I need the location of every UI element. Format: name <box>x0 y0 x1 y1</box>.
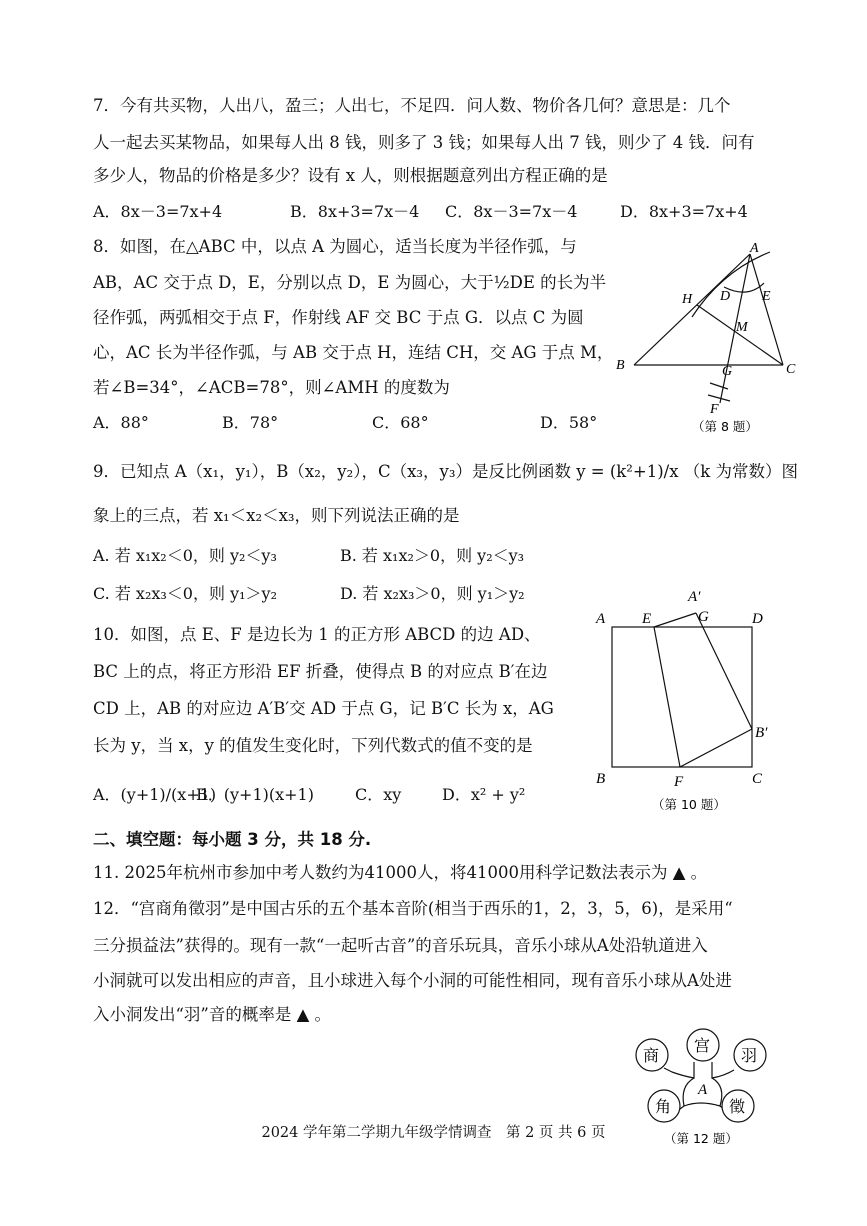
q7-option-c: C．8x－3=7x－4 <box>445 202 578 221</box>
point-f-label: F <box>710 402 719 417</box>
point-b-label: B <box>616 358 625 373</box>
page-footer: 2024 学年第二学期九年级学情调查 第 2 页 共 6 页 <box>261 1125 606 1141</box>
point-b-prime-label: B′ <box>755 725 768 741</box>
q12-line-3: 小洞就可以发出相应的声音，且小球进入每个小洞的可能性相同，现有音乐小球从A处进 <box>93 971 732 990</box>
point-g-label: G <box>698 609 709 625</box>
q9-line-2: 象上的三点，若 x₁＜x₂＜x₃，则下列说法正确的是 <box>93 506 460 525</box>
q8-line-1: 8．如图，在△ABC 中，以点 A 为圆心，适当长度为半径作弧，与 <box>93 237 577 256</box>
q10-option-d: D．x² + y² <box>442 785 526 804</box>
point-g-label: G <box>722 364 733 379</box>
q8-option-d: D．58° <box>540 413 598 432</box>
point-e-label: E <box>762 289 771 304</box>
q8-figure-caption: （第 8 题） <box>692 419 758 434</box>
q12-line-4: 入小洞发出“羽”音的概率是 ▲ 。 <box>93 1005 332 1024</box>
q8-option-a: A．88° <box>93 413 149 432</box>
q9-line-1: 9．已知点 A（x₁，y₁），B（x₂，y₂），C（x₃，y₃）是反比例函数 y = (k²+1)/x （k 为常数）图 <box>93 462 799 481</box>
q10-option-c: C．xy <box>355 785 402 804</box>
q8-line-3: 径作弧，两弧相交于点 F，作射线 AF 交 BC 于点 G．以点 C 为圆 <box>93 308 584 327</box>
point-a-label: A <box>750 241 759 256</box>
point-d-label: D <box>752 611 763 627</box>
q12-figure-caption: （第 12 题） <box>664 1131 738 1146</box>
section-2-heading: 二、填空题：每小题 3 分，共 18 分. <box>93 830 372 849</box>
q10-option-b: B．(y+1)(x+1) <box>196 785 314 804</box>
q10-option-a: A．(y+1)/(x+1) <box>93 785 217 804</box>
q10-line-1: 10．如图，点 E、F 是边长为 1 的正方形 ABCD 的边 AD、 <box>93 625 541 644</box>
point-a-prime-label: A′ <box>688 589 701 605</box>
q7-line-2: 人一起去买某物品，如果每人出 8 钱，则多了 3 钱；如果每人出 7 钱，则少了 4 钱．问有 <box>93 133 755 152</box>
q12-line-1: 12．“宫商角徵羽”是中国古乐的五个基本音阶(相当于西乐的1，2，3，5，6)，是采用“ <box>93 899 733 918</box>
point-f-label: F <box>674 774 684 790</box>
q7-option-b: B．8x+3=7x－4 <box>290 202 420 221</box>
q11-line: 11. 2025年杭州市参加中考人数约为41000人，将41000用科学记数法表示为 ▲ 。 <box>93 863 708 882</box>
note-shang: 商 <box>643 1046 660 1065</box>
point-d-label: D <box>720 289 731 304</box>
q10-line-2: BC 上的点，将正方形沿 EF 折叠，使得点 B 的对应点 B′在边 <box>93 662 548 681</box>
q10-line-3: CD 上，AB 的对应边 A′B′交 AD 于点 G，记 B′C 长为 x，AG <box>93 699 554 718</box>
point-c-label: C <box>786 362 796 377</box>
point-c-label: C <box>752 771 763 787</box>
q7-line-3: 多少人，物品的价格是多少？设有 x 人，则根据题意列出方程正确的是 <box>93 166 608 185</box>
note-yu: 羽 <box>741 1046 758 1065</box>
q7-option-a: A．8x－3=7x+4 <box>93 202 223 221</box>
point-h-label: H <box>682 292 693 307</box>
q8-option-c: C．68° <box>372 413 429 432</box>
q10-square-figure <box>588 583 788 815</box>
note-jue: 角 <box>655 1097 672 1116</box>
note-gong: 宫 <box>694 1036 711 1055</box>
point-e-label: E <box>642 611 652 627</box>
q10-line-4: 长为 y，当 x，y 的值发生变化时，下列代数式的值不变的是 <box>93 736 533 755</box>
q8-line-4: 心，AC 长为半径作弧，与 AB 交于点 H，连结 CH，交 AG 于点 M， <box>93 343 614 362</box>
q7-line-1: 7．今有共买物，人出八，盈三；人出七，不足四．问人数、物价各几何？意思是：几个 <box>93 96 731 115</box>
point-a-label: A <box>596 611 606 627</box>
q9-option-d: D. 若 x₂x₃＞0，则 y₁＞y₂ <box>340 584 525 603</box>
q12-line-2: 三分损益法”获得的。现有一款“一起听古音”的音乐玩具，音乐小球从A处沿轨道进入 <box>93 936 708 955</box>
q8-line-2: AB，AC 交于点 D，E，分别以点 D，E 为圆心，大于½DE 的长为半 <box>93 273 607 292</box>
point-b-label: B <box>596 771 606 787</box>
q8-line-5: 若∠B=34°，∠ACB=78°，则∠AMH 的度数为 <box>93 378 450 397</box>
q10-figure-caption: （第 10 题） <box>652 797 726 812</box>
q9-option-c: C. 若 x₂x₃＜0，则 y₁＞y₂ <box>93 584 277 603</box>
q9-option-a: A. 若 x₁x₂＜0，则 y₂＜y₃ <box>93 546 277 565</box>
point-m-label: M <box>736 320 748 335</box>
q7-option-d: D．8x+3=7x+4 <box>620 202 748 221</box>
q8-triangle-figure <box>612 241 796 434</box>
note-zhi: 徵 <box>729 1097 746 1116</box>
q9-option-b: B. 若 x₁x₂＞0，则 y₂＜y₃ <box>340 546 525 565</box>
center-point-a-label: A <box>698 1082 708 1098</box>
q8-option-b: B．78° <box>222 413 279 432</box>
